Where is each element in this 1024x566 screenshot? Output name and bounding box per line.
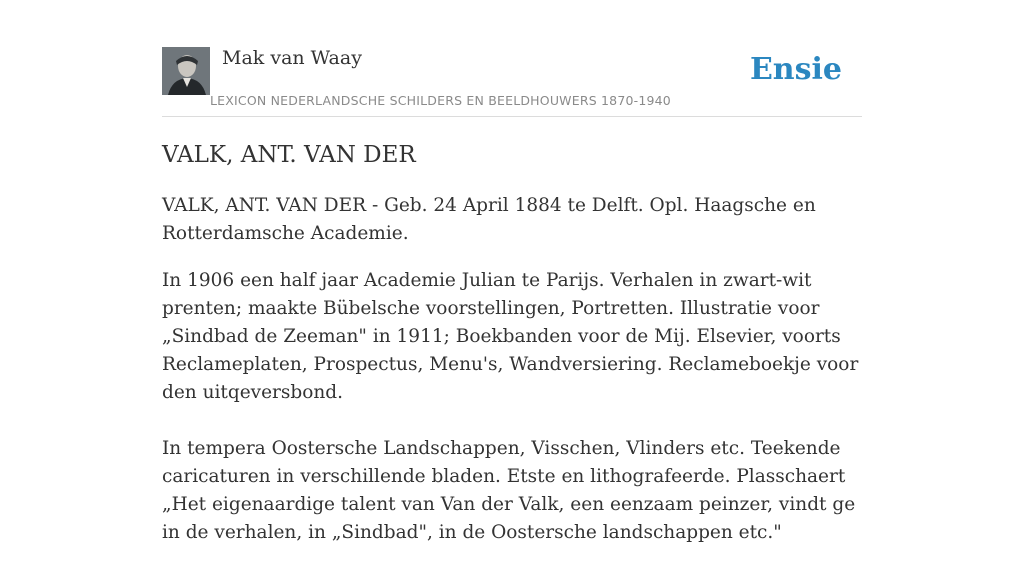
article-paragraph: In tempera Oostersche Landschappen, Visschen, Vlinders etc. Teekende caricaturen in verschillende bladen. Etste en lithografeerde. Plasschaert „Het eigenaardige talent van Van der Valk, een eenzaam peinzer, vindt ge in de verhalen, in „Sindbad", in de Oostersche landschappen etc." <box>162 438 856 543</box>
ensie-logo[interactable]: Ensie <box>749 52 842 87</box>
page-title: VALK, ANT. VAN DER <box>162 142 416 168</box>
header <box>162 46 862 117</box>
article-paragraph: In 1906 een half jaar Academie Julian te Parijs. Verhalen in zwart-wit prenten; maakte Bübelsche voorstellingen, Portretten. Illustratie voor „Sindbad de Zeeman" in 1911; Boekbanden voor de Mij. Elsevier, voorts Reclameplaten, Prospectus, Menu's, Wandversiering. Reclameboekje voor den uitqeversbond. <box>162 270 859 403</box>
publication-name[interactable]: LEXICON NEDERLANDSCHE SCHILDERS EN BEELDHOUWERS 1870-1940 <box>210 93 671 108</box>
article-body <box>162 192 862 566</box>
author-avatar[interactable] <box>162 47 210 95</box>
portrait-icon <box>162 47 210 95</box>
author-name[interactable]: Mak van Waay <box>222 47 362 69</box>
article-paragraph: VALK, ANT. VAN DER - Geb. 24 April 1884 te Delft. Opl. Haagsche en Rotterdamsche Academie. <box>162 195 816 244</box>
